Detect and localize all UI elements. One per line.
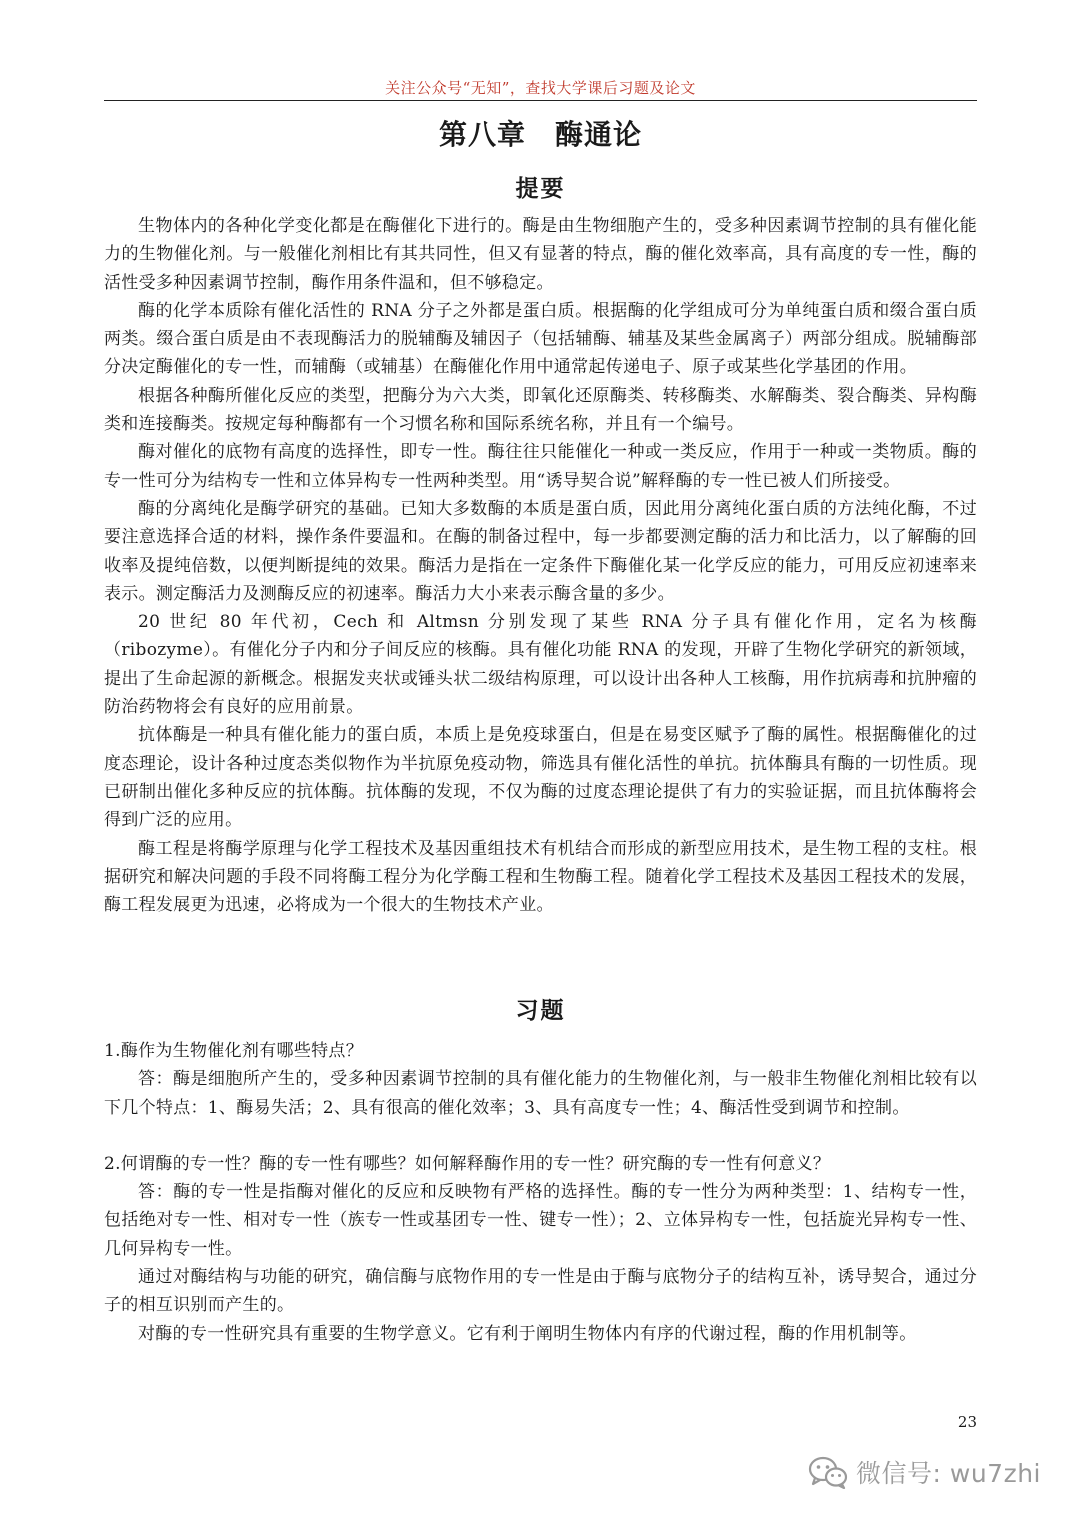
summary-paragraph: 根据各种酶所催化反应的类型，把酶分为六大类，即氧化还原酶类、转移酶类、水解酶类、裂合酶类、异构酶类和连接酶类。按规定每种酶都有一个习惯名称和国际系统名称，并且有一个编号。 (104, 385, 977, 435)
exercises-heading: 习题 (515, 998, 566, 1024)
exercise-answer: 答：酶的专一性是指酶对催化的反应和反映物有严格的选择性。酶的专一性分为两种类型：1、结构专一性，包括绝对专一性、相对专一性（族专一性或基团专一性、键专一性）；2、立体异构专一性，包括旋光异构专一性、几何异构专一性。 (104, 1182, 977, 1259)
page-number: 23 (957, 1413, 977, 1431)
summary-heading: 提要 (515, 176, 566, 202)
header-divider (104, 100, 977, 101)
summary-paragraph: 酶对催化的底物有高度的选择性，即专一性。酶往往只能催化一种或一类反应，作用于一种或一类物质。酶的专一性可分为结构专一性和立体异构专一性两种类型。用“诱导契合说”解释酶的专一性已被人们所接受。 (104, 442, 977, 491)
exercise-answer: 对酶的专一性研究具有重要的生物学意义。它有利于阐明生物体内有序的代谢过程，酶的作用机制等。 (138, 1323, 917, 1344)
summary-paragraph: 抗体酶是一种具有催化能力的蛋白质，本质上是免疫球蛋白，但是在易变区赋予了酶的属性。根据酶催化的过度态理论，设计各种过度态类似物作为半抗原免疫动物，筛选具有催化活性的单抗。抗体酶具有酶的一切性质。现已研制出催化多种反应的抗体酶。抗体酶的发现，不仅为酶的过度态理论提供了有力的实验证据，而且抗体酶将会得到广泛的应用。 (104, 725, 977, 831)
wechat-icon (808, 1455, 848, 1489)
page-header: 关注公众号“无知”，查找大学课后习题及论文 (385, 79, 696, 97)
exercise-item (104, 1037, 977, 1122)
exercise-answer: 答：酶是细胞所产生的，受多种因素调节控制的具有催化能力的生物催化剂，与一般非生物催化剂相比较有以下几个特点：1、酶易失活；2、具有很高的催化效率；3、具有高度专一性；4、酶活性受到调节和控制。 (104, 1069, 977, 1118)
summary-paragraph: 20 世纪 80 年代初，Cech 和 Altmsn 分别发现了某些 RNA 分子具有催化作用，定名为核酶（ribozyme）。有催化分子内和分子间反应的核酶。具有催化功能 RNA 的发现，开辟了生物化学研究的新领域，提出了生命起源的新概念。根据发夹状或锤头状二级结构原理，可以设计出各种人工核酶，用作抗病毒和抗肿瘤的防治药物将会有良好的应用前景。 (104, 612, 977, 718)
exercise-item (104, 1150, 977, 1348)
summary-paragraph: 酶工程是将酶学原理与化学工程技术及基因重组技术有机结合而形成的新型应用技术，是生物工程的支柱。根据研究和解决问题的手段不同将酶工程分为化学酶工程和生物酶工程。随着化学工程技术及基因工程技术的发展，酶工程发展更为迅速，必将成为一个很大的生物技术产业。 (104, 838, 977, 916)
exercise-question: 2.何谓酶的专一性？酶的专一性有哪些？如何解释酶作用的专一性？研究酶的专一性有何意义？ (104, 1153, 831, 1174)
watermark-text: 微信号: wu7zhi (856, 1459, 1041, 1488)
chapter-title: 第八章 酶通论 (438, 118, 642, 151)
exercise-question: 1.酶作为生物催化剂有哪些特点？ (104, 1041, 364, 1061)
exercises-body (104, 1037, 977, 1376)
summary-paragraph: 酶的化学本质除有催化活性的 RNA 分子之外都是蛋白质。根据酶的化学组成可分为单纯蛋白质和缀合蛋白质两类。缀合蛋白质是由不表现酶活力的脱辅酶及辅因子（包括辅酶、辅基及某些金属离子）两部分组成。脱辅酶部分决定酶催化的专一性，而辅酶（或辅基）在酶催化作用中通常起传递电子、原子或某些化学基团的作用。 (104, 300, 977, 378)
summary-paragraph: 酶的分离纯化是酶学研究的基础。已知大多数酶的本质是蛋白质，因此用分离纯化蛋白质的方法纯化酶，不过要注意选择合适的材料，操作条件要温和。在酶的制备过程中，每一步都要测定酶的活力和比活力，以了解酶的回收率及提纯倍数，以便判断提纯的效果。酶活力是指在一定条件下酶催化某一化学反应的能力，可用反应初速率来表示。测定酶活力及测酶反应的初速率。酶活力大小来表示酶含量的多少。 (104, 498, 977, 604)
summary-paragraph: 生物体内的各种化学变化都是在酶催化下进行的。酶是由生物细胞产生的，受多种因素调节控制的具有催化能力的生物催化剂。与一般催化剂相比有其共同性，但又有显著的特点，酶的催化效率高，具有高度的专一性，酶的活性受多种因素调节控制，酶作用条件温和，但不够稳定。 (104, 216, 977, 293)
exercise-answer: 通过对酶结构与功能的研究，确信酶与底物作用的专一性是由于酶与底物分子的结构互补，诱导契合，通过分子的相互识别而产生的。 (104, 1267, 977, 1316)
summary-body (104, 212, 977, 919)
wechat-watermark (808, 1452, 1041, 1492)
